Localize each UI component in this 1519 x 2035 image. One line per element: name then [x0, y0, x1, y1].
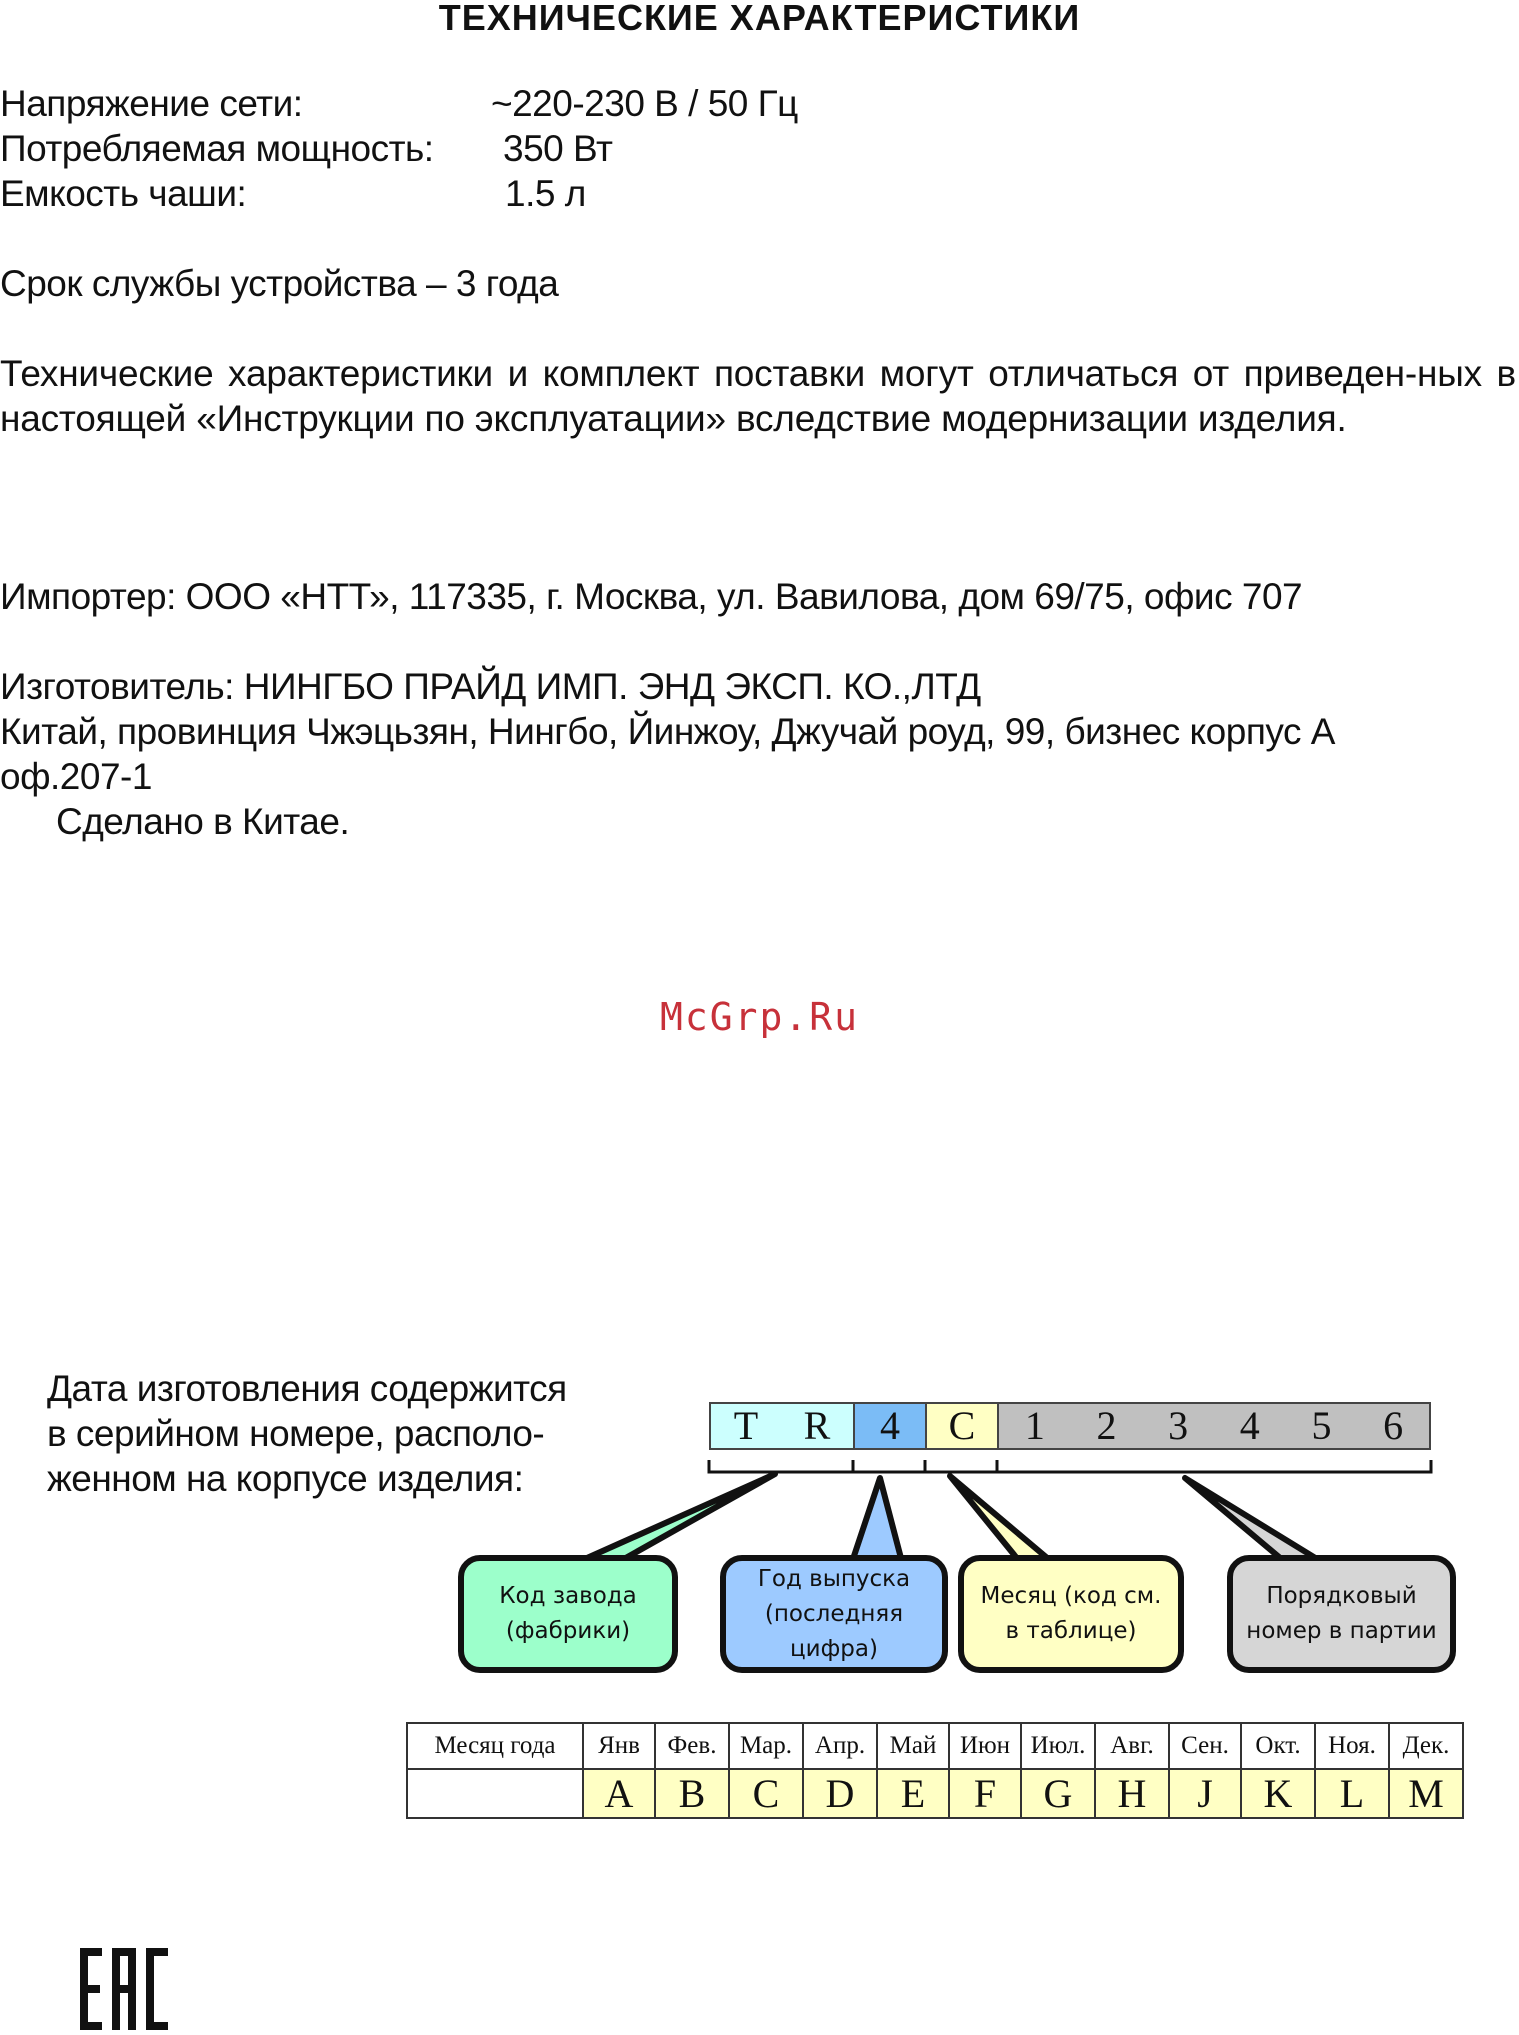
month-code-cell: A: [583, 1769, 655, 1818]
month-header-cell: Мар.: [729, 1723, 803, 1769]
month-header-cell: Окт.: [1241, 1723, 1315, 1769]
month-code-callout: [958, 1555, 1184, 1673]
table-header-label: Месяц года: [407, 1723, 583, 1769]
month-header-cell: Сен.: [1169, 1723, 1241, 1769]
watermark: McGrp.Ru: [659, 995, 860, 1039]
year-code-callout: [720, 1555, 948, 1673]
spec-value-power: 350 Вт: [503, 128, 613, 169]
month-code-cell: K: [1241, 1769, 1315, 1818]
serial-intro-line: женном на корпусе изделия:: [47, 1458, 524, 1499]
serial-brackets: [709, 1460, 1431, 1472]
serial-intro-line: в серийном номере, располо-: [47, 1413, 545, 1454]
month-header-cell: Авг.: [1095, 1723, 1169, 1769]
month-header-cell: Дек.: [1389, 1723, 1463, 1769]
month-code-cell: H: [1095, 1769, 1169, 1818]
month-code-cell: D: [803, 1769, 877, 1818]
serial-char: T: [733, 1403, 759, 1448]
serial-char: 5: [1311, 1403, 1332, 1448]
month-header-cell: Май: [877, 1723, 949, 1769]
month-header-cell: Фев.: [655, 1723, 729, 1769]
serial-month-code: [925, 1402, 999, 1450]
serial-char: C: [948, 1403, 976, 1448]
month-code-cell: L: [1315, 1769, 1389, 1818]
callout-line: Код завода: [499, 1583, 637, 1609]
callout-line: Год выпуска: [757, 1565, 911, 1592]
made-in: Сделано в Китае.: [56, 801, 350, 842]
month-code-cell: F: [949, 1769, 1021, 1818]
year-pointer: [852, 1478, 902, 1562]
batch-number-callout: [1227, 1555, 1456, 1673]
serial-char: 4: [1239, 1403, 1260, 1448]
manufacturer-office: оф.207-1: [0, 756, 152, 797]
manufacturer-name: Изготовитель: НИНГБО ПРАЙД ИМП. ЭНД ЭКСП. КО.,ЛТД: [0, 666, 981, 707]
callout-line: номер в партии: [1246, 1618, 1437, 1644]
serial-char: 2: [1096, 1403, 1117, 1448]
spec-label-power: Потребляемая мощность:: [0, 128, 434, 169]
spec-value-voltage: ~220-230 В / 50 Гц: [491, 83, 798, 124]
serial-factory-code: [709, 1402, 855, 1450]
page-title: ТЕХНИЧЕСКИЕ ХАРАКТЕРИСТИКИ: [438, 0, 1081, 38]
spec-label-capacity: Емкость чаши:: [0, 173, 247, 214]
month-header-cell: Ноя.: [1315, 1723, 1389, 1769]
serial-year-code: [853, 1402, 927, 1450]
importer: Импортер: ООО «НТТ», 117335, г. Москва, ул. Вавилова, дом 69/75, офис 707: [0, 576, 1303, 617]
number-pointer: [1185, 1478, 1322, 1562]
serial-char: 6: [1383, 1403, 1404, 1448]
table-row: [407, 1723, 1463, 1769]
month-code-cell: B: [655, 1769, 729, 1818]
callout-line: Месяц (код см.: [980, 1583, 1162, 1609]
month-code-cell: E: [877, 1769, 949, 1818]
serial-batch-number: [997, 1402, 1431, 1450]
month-header-cell: Янв: [583, 1723, 655, 1769]
month-pointer: [950, 1476, 1052, 1562]
month-header-cell: Июн: [949, 1723, 1021, 1769]
month-code-table: [406, 1722, 1464, 1819]
month-header-cell: Июл.: [1021, 1723, 1095, 1769]
factory-code-callout: [458, 1555, 678, 1673]
service-life: Срок службы устройства – 3 года: [0, 263, 559, 304]
month-code-cell: J: [1169, 1769, 1241, 1818]
factory-pointer: [578, 1474, 775, 1564]
serial-char: 4: [880, 1403, 900, 1448]
callout-line: (последняя: [764, 1600, 904, 1627]
serial-char: 1: [1024, 1403, 1045, 1448]
month-code-cell: G: [1021, 1769, 1095, 1818]
callout-line: в таблице): [1005, 1618, 1137, 1644]
empty-cell: [407, 1769, 583, 1818]
table-row: [407, 1769, 1463, 1818]
eac-logo: [80, 1948, 168, 2030]
serial-intro-line: Дата изготовления содержится: [47, 1368, 567, 1409]
callout-line: (фабрики): [505, 1618, 631, 1644]
callout-line: Порядковый: [1266, 1583, 1417, 1609]
month-header-cell: Апр.: [803, 1723, 877, 1769]
callout-line: цифра): [790, 1635, 878, 1662]
spec-value-capacity: 1.5 л: [505, 173, 586, 214]
spec-label-voltage: Напряжение сети:: [0, 83, 303, 124]
serial-char: 3: [1168, 1403, 1189, 1448]
manufacturer-address: Китай, провинция Чжэцьзян, Нингбо, Йинжоу, Джучай роуд, 99, бизнес корпус А: [0, 711, 1335, 752]
month-code-cell: M: [1389, 1769, 1463, 1818]
month-code-cell: C: [729, 1769, 803, 1818]
disclaimer-paragraph: Технические характеристики и комплект поставки могут отличаться от приведен-ных в настоящей «Инструкции по эксплуатации» вследствие модернизации изделия.: [0, 353, 1516, 439]
serial-char: R: [803, 1403, 831, 1448]
